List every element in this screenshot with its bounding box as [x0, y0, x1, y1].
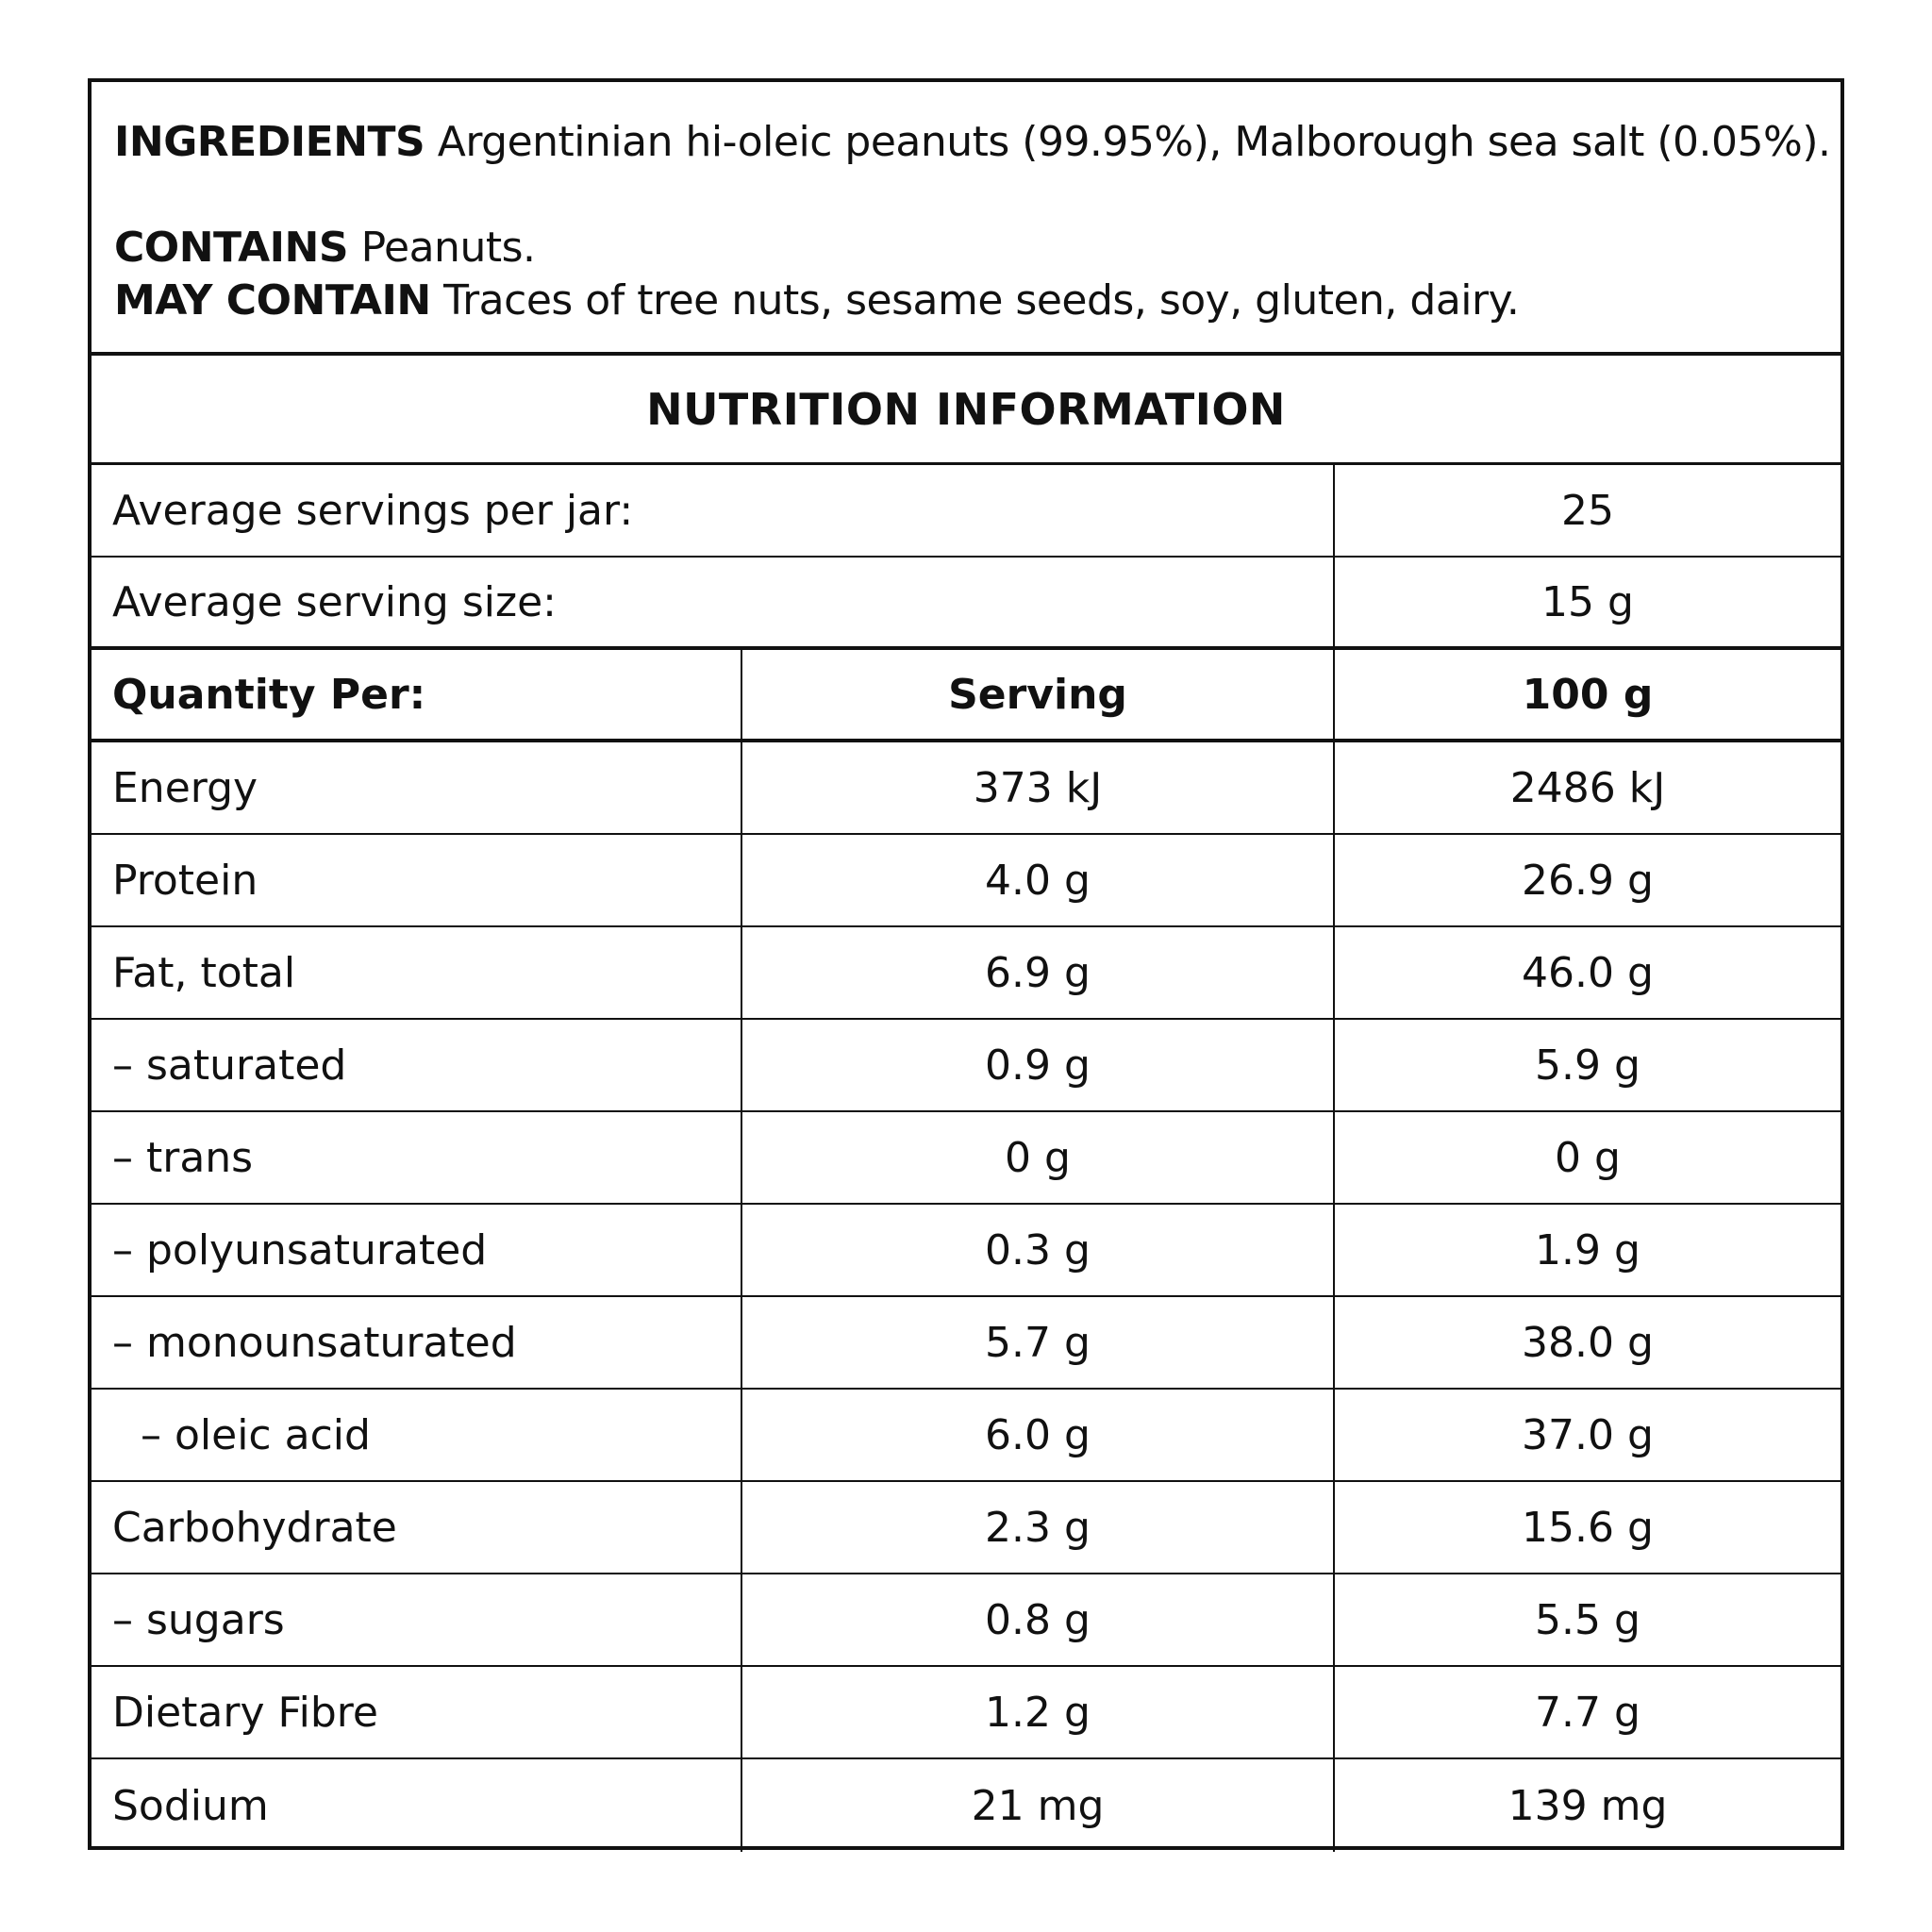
nutrient-row — [92, 1205, 1840, 1297]
nutrient-serving-value: 4.0 g — [742, 835, 1335, 925]
nutrient-row — [92, 1390, 1840, 1482]
may-contain-label: MAY CONTAIN — [114, 276, 431, 325]
ingredients-text: Argentinian hi-oleic peanuts (99.95%), Malborough sea salt (0.05%). — [437, 118, 1831, 166]
nutrient-label: Dietary Fibre — [92, 1667, 742, 1757]
nutrient-serving-value: 21 mg — [742, 1759, 1335, 1852]
serving-size-value: 15 g — [1541, 577, 1634, 626]
nutrient-label: – monounsaturated — [92, 1297, 742, 1388]
nutrient-serving-value: 0.3 g — [742, 1205, 1335, 1295]
nutrient-serving-value: 373 kJ — [742, 742, 1335, 833]
nutrient-serving-value: 0.9 g — [742, 1020, 1335, 1110]
nutrient-label: – saturated — [92, 1020, 742, 1110]
nutrient-per100-value: 5.5 g — [1535, 1595, 1641, 1644]
serving-size-row — [92, 558, 1840, 650]
nutrient-row — [92, 835, 1840, 927]
nutrient-row — [92, 1020, 1840, 1112]
servings-per-jar-value: 25 — [1561, 486, 1614, 535]
nutrient-label: Protein — [92, 835, 742, 925]
servings-per-jar-label: Average servings per jar: — [92, 465, 1335, 556]
nutrient-label: – oleic acid — [92, 1390, 742, 1480]
nutrient-serving-value: 2.3 g — [742, 1482, 1335, 1573]
nutrient-per100-value: 1.9 g — [1535, 1225, 1641, 1274]
nutrient-serving-value: 0.8 g — [742, 1574, 1335, 1665]
nutrient-serving-value: 1.2 g — [742, 1667, 1335, 1757]
nutrition-title: NUTRITION INFORMATION — [92, 356, 1840, 465]
nutrient-per100-value: 15.6 g — [1522, 1503, 1654, 1552]
nutrient-per100-value: 38.0 g — [1522, 1318, 1654, 1367]
may-contain-line — [114, 275, 1840, 327]
nutrient-label: Carbohydrate — [92, 1482, 742, 1573]
nutrient-per100-value: 139 mg — [1507, 1781, 1668, 1830]
contains-line — [114, 222, 1840, 275]
nutrition-label-panel — [88, 78, 1844, 1850]
ingredients-label: INGREDIENTS — [114, 118, 425, 166]
nutrient-rows — [92, 742, 1840, 1852]
nutrient-per100-value: 26.9 g — [1522, 856, 1654, 905]
nutrient-row — [92, 1482, 1840, 1574]
nutrient-row — [92, 927, 1840, 1020]
nutrient-row — [92, 1574, 1840, 1667]
nutrient-per100-value: 37.0 g — [1522, 1410, 1654, 1459]
nutrient-label: – trans — [92, 1112, 742, 1203]
contains-label: CONTAINS — [114, 224, 349, 272]
quantity-header-row — [92, 650, 1840, 742]
nutrient-per100-value: 2486 kJ — [1509, 763, 1666, 812]
nutrient-row — [92, 742, 1840, 835]
serving-column-header: Serving — [742, 650, 1335, 739]
nutrient-serving-value: 6.0 g — [742, 1390, 1335, 1480]
may-contain-text: Traces of tree nuts, sesame seeds, soy, gluten, dairy. — [443, 276, 1520, 325]
nutrient-per100-value: 7.7 g — [1535, 1688, 1641, 1737]
per-100g-column-header: 100 g — [1522, 670, 1654, 719]
nutrient-per100-value: 46.0 g — [1522, 948, 1654, 997]
nutrient-row — [92, 1667, 1840, 1759]
nutrient-label: Sodium — [92, 1759, 742, 1852]
nutrient-label: – sugars — [92, 1574, 742, 1665]
nutrient-row — [92, 1297, 1840, 1390]
nutrient-serving-value: 5.7 g — [742, 1297, 1335, 1388]
nutrient-per100-value: 5.9 g — [1535, 1041, 1641, 1090]
nutrient-label: Energy — [92, 742, 742, 833]
quantity-per-header: Quantity Per: — [92, 650, 742, 739]
nutrient-label: Fat, total — [92, 927, 742, 1018]
ingredients-line — [114, 116, 1840, 169]
nutrient-serving-value: 0 g — [742, 1112, 1335, 1203]
contains-text: Peanuts. — [360, 224, 536, 272]
nutrient-per100-value: 0 g — [1555, 1133, 1621, 1182]
nutrient-serving-value: 6.9 g — [742, 927, 1335, 1018]
servings-per-jar-row — [92, 465, 1840, 558]
ingredients-section — [92, 82, 1840, 356]
serving-size-label: Average serving size: — [92, 558, 1335, 646]
nutrient-row — [92, 1112, 1840, 1205]
nutrient-label: – polyunsaturated — [92, 1205, 742, 1295]
nutrient-row — [92, 1759, 1840, 1852]
